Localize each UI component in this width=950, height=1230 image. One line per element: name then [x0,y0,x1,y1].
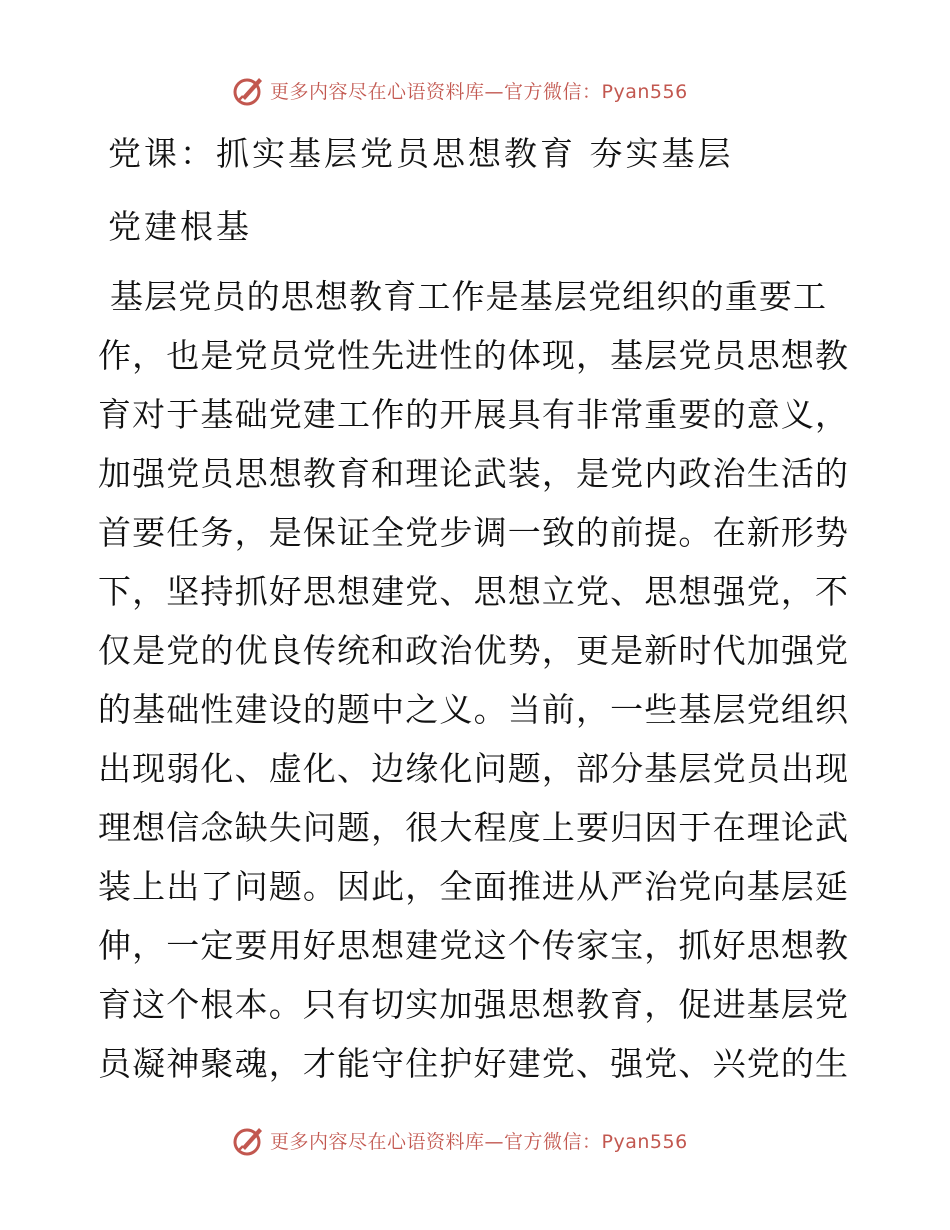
body-line: 理想信念缺失问题，很大程度上要归因于在理论武 [98,808,848,847]
body-line: 出现弱化、虚化、边缘化问题，部分基层党员出现 [98,749,848,788]
body-line: 育这个根本。只有切实加强思想教育，促进基层党 [98,985,848,1024]
document-title-line-1: 党课：抓实基层党员思想教育 夯实基层 [108,134,734,173]
body-line: 加强党员思想教育和理论武装，是党内政治生活的 [98,454,848,493]
footer-watermark [232,1122,688,1158]
body-line: 基层党员的思想教育工作是基层党组织的重要工 [110,277,826,316]
body-line: 装上出了问题。因此，全面推进从严治党向基层延 [98,867,848,906]
quill-logo-icon [232,73,266,107]
body-line: 伸，一定要用好思想建党这个传家宝，抓好思想教 [98,926,848,965]
body-line: 育对于基础党建工作的开展具有非常重要的意义， [98,395,848,434]
watermark-text: 更多内容尽在心语资料库—官方微信：Pyan556 [270,1130,688,1153]
body-line: 首要任务，是保证全党步调一致的前提。在新形势 [98,513,848,552]
quill-logo-icon [232,1123,266,1157]
document-title-line-2: 党建根基 [108,207,252,246]
body-line: 作，也是党员党性先进性的体现，基层党员思想教 [98,336,848,375]
header-watermark [232,72,688,108]
body-line: 员凝神聚魂，才能守住护好建党、强党、兴党的生 [98,1044,848,1083]
body-line: 下，坚持抓好思想建党、思想立党、思想强党，不 [98,572,848,611]
body-line: 的基础性建设的题中之义。当前，一些基层党组织 [98,690,848,729]
body-line: 仅是党的优良传统和政治优势，更是新时代加强党 [98,631,848,670]
watermark-text: 更多内容尽在心语资料库—官方微信：Pyan556 [270,80,688,103]
